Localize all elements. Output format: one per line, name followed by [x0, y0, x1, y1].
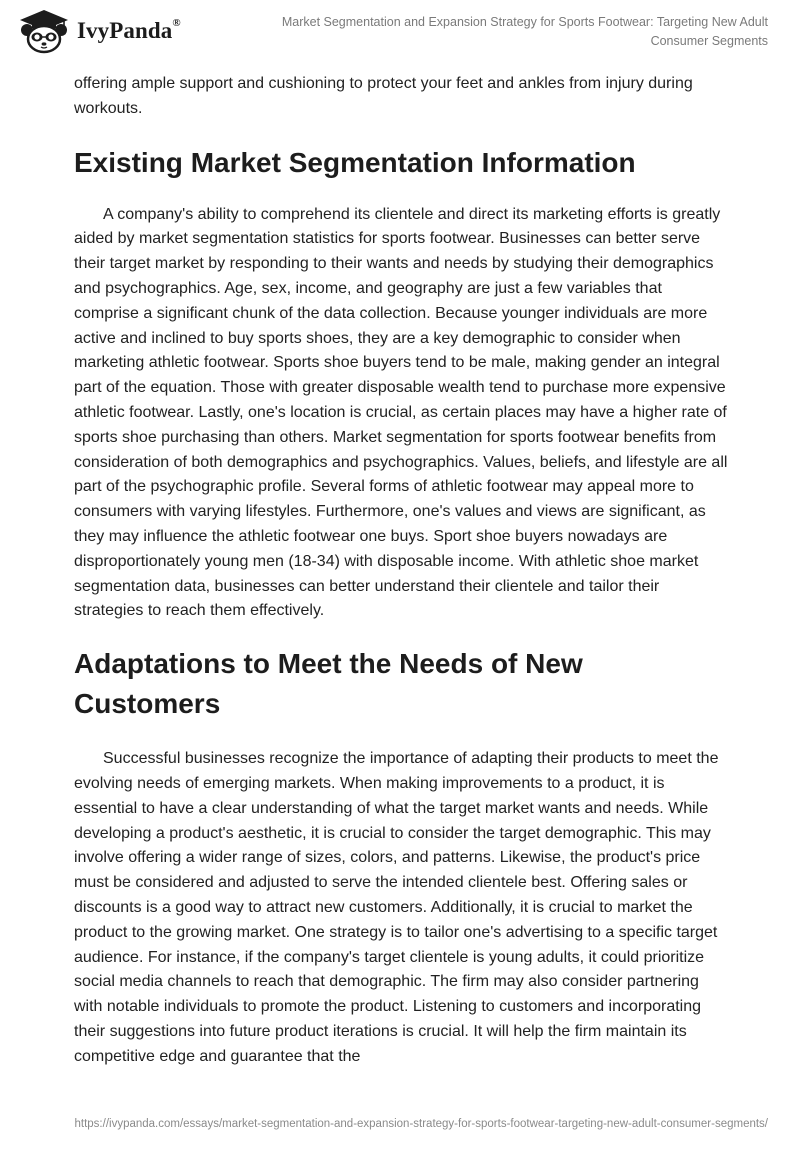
section-heading-adaptations: Adaptations to Meet the Needs of New Customers	[74, 648, 583, 720]
section-paragraph: Successful businesses recognize the importance of adapting their products to meet the evolving needs of emerging markets. When making improvements to a product, it is essential to have a clear understanding of what the target market wants and needs. While developing a product's aesthetic, it is crucial to consider the target demographic. This may involve offering a wider range of sizes, colors, and patterns. Likewise, the product's price must be considered and adjusted to serve the intended clientele best. Offering sales or discounts is a good way to attract new customers. Additionally, it is crucial to market the product to the growing market. One strategy is to tailor one's advertising to a specific target audience. For instance, if the company's target clientele is young adults, it could prioritize social media channels to reach that demographic. The firm may also consider partnering with notable individuals to promote the product. Listening to customers and incorporating their suggestions into future product iterations is crucial. It will help the firm maintain its competitive edge and guarantee that the	[74, 750, 719, 1065]
page-header	[0, 0, 800, 62]
source-url[interactable]: https://ivypanda.com/essays/market-segmentation-and-expansion-strategy-for-sports-footwear-targeting-new-adult-consumer-segments/	[74, 1118, 768, 1130]
panda-graduate-logo-icon	[16, 8, 72, 54]
brand-logo[interactable]	[16, 8, 181, 54]
section-paragraph: A company's ability to comprehend its clientele and direct its marketing efforts is greatly aided by market segmentation statistics for sports footwear. Businesses can better serve their target market by responding to their wants and needs by studying their demographics and psychographics. Age, sex, income, and geography are just a few variables that comprise a significant chunk of the data collection. Because younger individuals are more active and inclined to buy sports shoes, they are a key demographic to consider when marketing athletic footwear. Sports shoe buyers tend to be male, making gender an integral part of the equation. Those with greater disposable wealth tend to purchase more expensive athletic footwear. Lastly, one's location is crucial, as certain places may have a higher rate of sports shoe purchasing than others. Market segmentation for sports footwear benefits from consideration of both demographics and psychographics. Values, beliefs, and lifestyle are all part of the psychographic profile. Several forms of athletic footwear may appeal more to consumers with varying lifestyles. Furthermore, one's values and views are significant, as they may influence the athletic footwear one buys. Sport shoe buyers nowadays are disproportionately young men (18-34) with disposable income. With athletic shoe market segmentation data, businesses can better understand their clientele and tailor their strategies to reach them effectively.	[74, 205, 728, 620]
intro-paragraph-tail: offering ample support and cushioning to protect your feet and ankles from injury during workouts.	[74, 75, 693, 117]
essay-body	[74, 72, 730, 1070]
brand-name: IvyPanda®	[77, 17, 181, 43]
document-title: Market Segmentation and Expansion Strategy for Sports Footwear: Targeting New Adult Consumer Segments	[281, 15, 768, 48]
section-heading-existing-market-segmentation: Existing Market Segmentation Information	[74, 146, 636, 178]
